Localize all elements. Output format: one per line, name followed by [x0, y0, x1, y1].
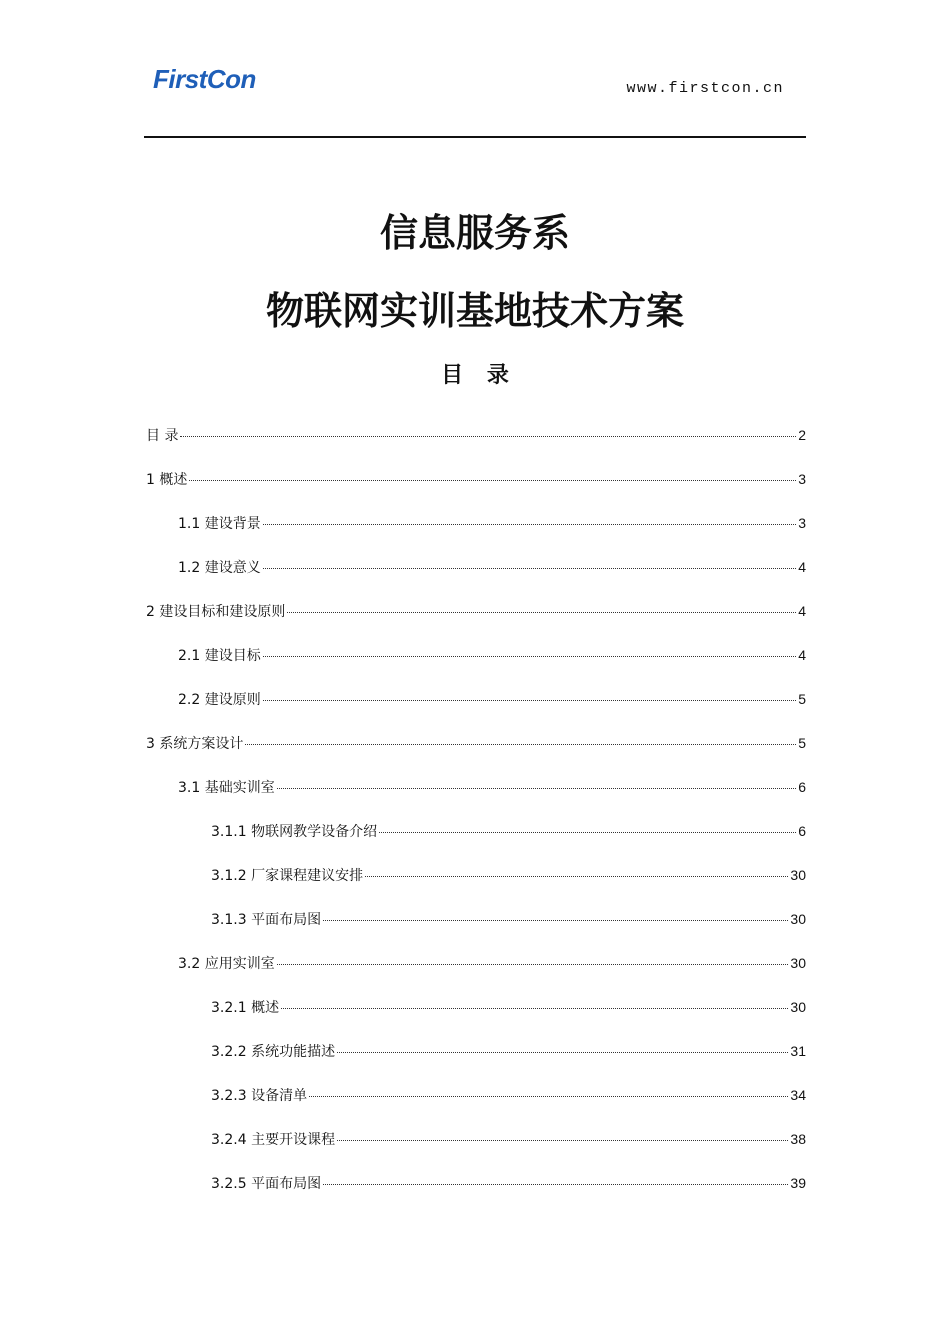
toc-entry[interactable] [146, 953, 806, 997]
toc-entry-page-number: 6 [798, 779, 806, 795]
toc-entry[interactable] [146, 733, 806, 777]
toc-entry-label: 3.1.3 平面布局图 [211, 912, 322, 928]
page-header [0, 0, 950, 140]
toc-entry-page-number: 5 [798, 691, 806, 707]
toc-entry[interactable] [146, 1085, 806, 1129]
toc-entry-page-number: 5 [798, 735, 806, 751]
toc-dot-leader [365, 875, 788, 877]
toc-entry-page-number: 3 [798, 515, 806, 531]
toc-dot-leader [323, 1183, 788, 1185]
toc-dot-leader [263, 567, 796, 569]
toc-entry[interactable] [146, 909, 806, 953]
toc-entry-label: 2.1 建设目标 [178, 648, 261, 664]
toc-dot-leader [337, 1051, 788, 1053]
firstcon-logo: FirstCon [153, 64, 256, 94]
toc-entry-page-number: 39 [790, 1175, 806, 1191]
toc-entry[interactable] [146, 425, 806, 469]
toc-dot-leader [379, 831, 796, 833]
toc-entry-label: 3.2 应用实训室 [178, 956, 275, 972]
toc-dot-leader [287, 611, 796, 613]
toc-entry[interactable] [146, 513, 806, 557]
toc-entry[interactable] [146, 997, 806, 1041]
toc-entry-page-number: 38 [790, 1131, 806, 1147]
site-url: www.firstcon.cn [626, 80, 784, 97]
toc-heading: 目 录 [441, 363, 517, 388]
toc-entry-page-number: 4 [798, 647, 806, 663]
document-title-line-1: 信息服务系 [379, 211, 570, 255]
toc-entry[interactable] [146, 777, 806, 821]
toc-dot-leader [277, 963, 789, 965]
toc-dot-leader [309, 1095, 788, 1097]
toc-entry-label: 3.1.2 厂家课程建议安排 [211, 868, 364, 884]
toc-entry-label: 3.2.3 设备清单 [211, 1088, 308, 1104]
toc-entry-page-number: 34 [790, 1087, 806, 1103]
toc-entry-label: 3.1 基础实训室 [178, 780, 275, 796]
toc-entry-page-number: 30 [790, 867, 806, 883]
toc-entry-label: 1.1 建设背景 [178, 516, 261, 532]
toc-entry-page-number: 2 [798, 427, 806, 443]
header-divider [144, 136, 806, 138]
toc-entry-label: 3 系统方案设计 [146, 736, 244, 752]
toc-entry-label: 3.1.1 物联网教学设备介绍 [211, 824, 378, 840]
toc-entry[interactable] [146, 1173, 806, 1217]
toc-entry[interactable] [146, 821, 806, 865]
toc-entry[interactable] [146, 689, 806, 733]
toc-entry[interactable] [146, 865, 806, 909]
toc-dot-leader [263, 523, 796, 525]
toc-entry-page-number: 3 [798, 471, 806, 487]
toc-dot-leader [281, 1007, 788, 1009]
toc-dot-leader [245, 743, 796, 745]
toc-entry[interactable] [146, 645, 806, 689]
table-of-contents [146, 425, 806, 1217]
toc-dot-leader [323, 919, 788, 921]
toc-entry[interactable] [146, 601, 806, 645]
toc-entry-page-number: 30 [790, 999, 806, 1015]
toc-entry-label: 1 概述 [146, 472, 188, 488]
toc-dot-leader [337, 1139, 788, 1141]
toc-entry-label: 1.2 建设意义 [178, 560, 261, 576]
toc-entry-page-number: 4 [798, 603, 806, 619]
toc-entry-label: 3.2.4 主要开设课程 [211, 1132, 336, 1148]
toc-entry-label: 3.2.1 概述 [211, 1000, 280, 1016]
toc-dot-leader [263, 655, 796, 657]
toc-entry-label: 3.2.5 平面布局图 [211, 1176, 322, 1192]
toc-entry-page-number: 6 [798, 823, 806, 839]
toc-dot-leader [189, 479, 796, 481]
toc-entry-page-number: 31 [790, 1043, 806, 1059]
toc-entry[interactable] [146, 469, 806, 513]
toc-dot-leader [263, 699, 796, 701]
toc-entry-label: 2.2 建设原则 [178, 692, 261, 708]
toc-entry[interactable] [146, 1041, 806, 1085]
toc-entry-label: 3.2.2 系统功能描述 [211, 1044, 336, 1060]
toc-entry-page-number: 30 [790, 955, 806, 971]
document-title-line-2: 物联网实训基地技术方案 [265, 289, 684, 333]
toc-dot-leader [180, 435, 796, 437]
toc-dot-leader [277, 787, 796, 789]
toc-entry-page-number: 30 [790, 911, 806, 927]
toc-entry[interactable] [146, 557, 806, 601]
toc-entry-page-number: 4 [798, 559, 806, 575]
toc-entry-label: 目 录 [146, 428, 179, 444]
toc-entry[interactable] [146, 1129, 806, 1173]
toc-entry-label: 2 建设目标和建设原则 [146, 604, 286, 620]
